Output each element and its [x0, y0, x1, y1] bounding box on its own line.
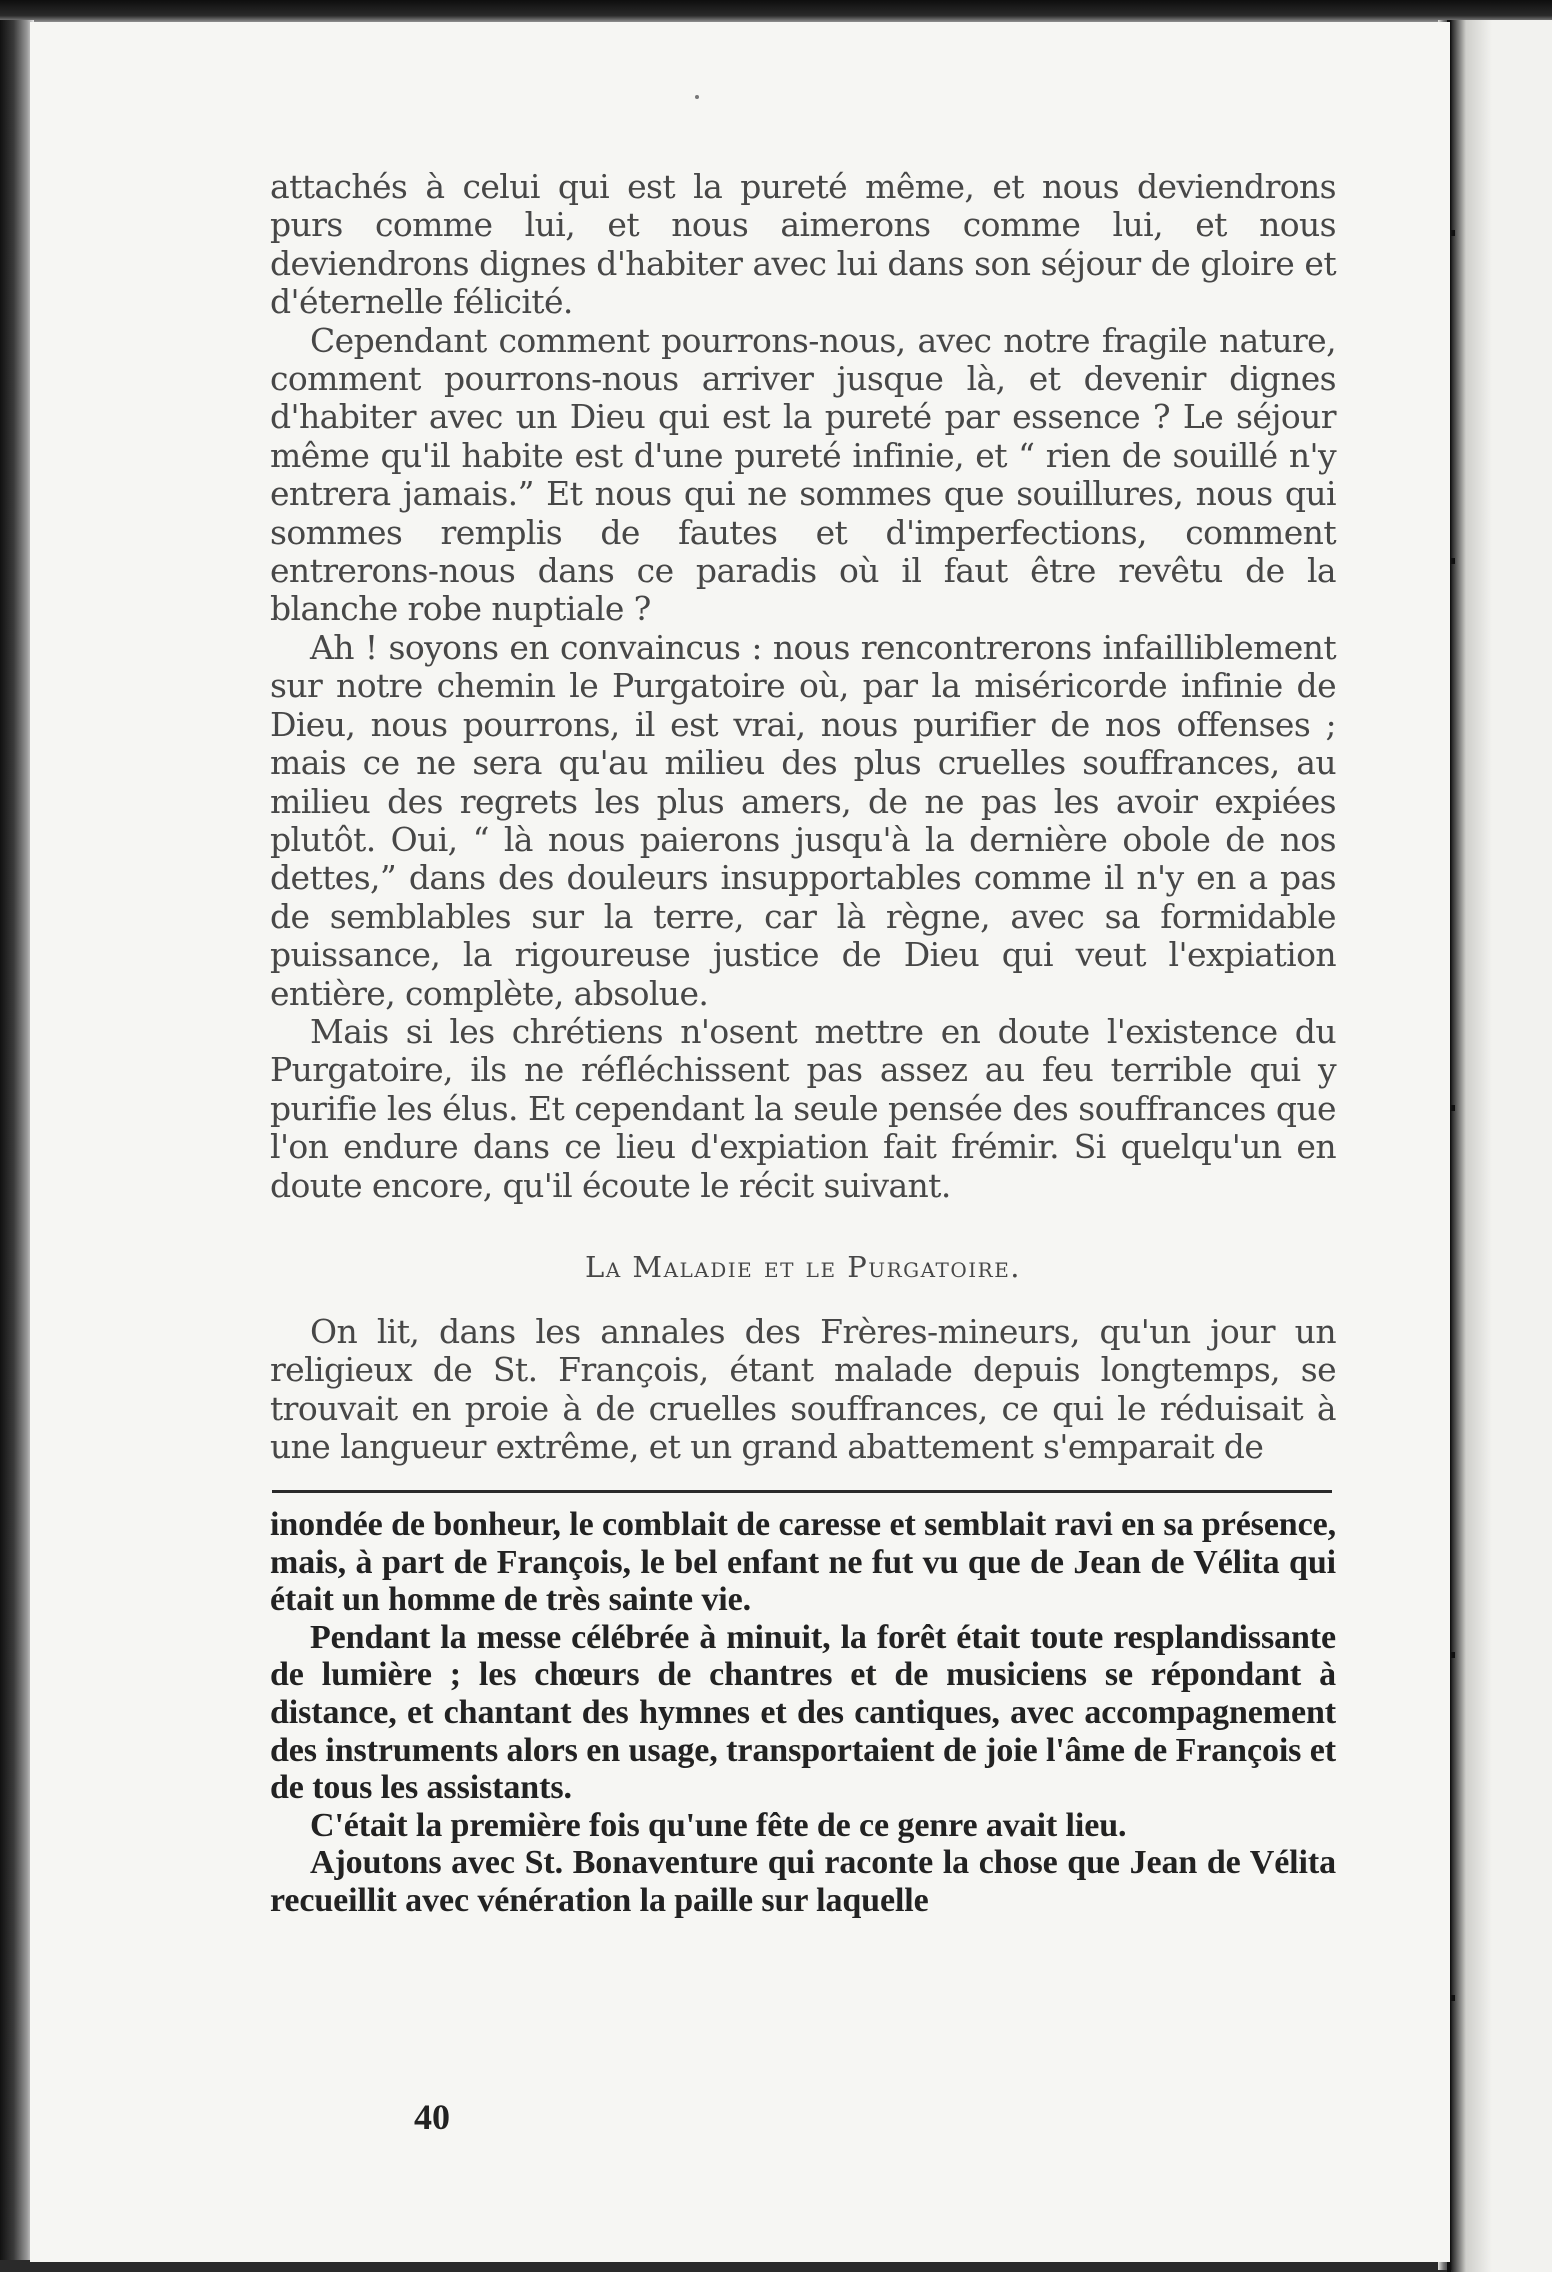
paragraph: Cependant comment pourrons-nous, avec notre fragile nature, comment pourrons-nous arriver jusque là, et devenir dignes d'habiter avec un Dieu qui est la pureté par essence ? Le séjour même qu'il habite est d'une pureté infinie, et “ rien de souillé n'y entrera jamais.” Et nous qui ne sommes que souillures, nous qui sommes remplis de fautes et d'imperfections, comment entrerons-nous dans ce paradis où il faut être revêtu de la blanche robe nuptiale ?: [270, 320, 1336, 629]
paragraph: attachés à celui qui est la pureté même, et nous deviendrons purs comme lui, et nous aimerons comme lui, et nous deviendrons dignes d'habiter avec lui dans son séjour de gloire et d'éternelle félicité.: [270, 167, 1336, 322]
paragraph: On lit, dans les annales des Frères-mineurs, qu'un jour un religieux de St. François, étant malade depuis longtemps, se trouvait en proie à de cruelles souffrances, ce qui le réduisait à une langueur extrême, et un grand abattement s'emparait de: [270, 1312, 1336, 1467]
paragraph: C'était la première fois qu'une fête de ce genre avait lieu.: [310, 1806, 1127, 1844]
left-book-edge: [0, 20, 34, 2260]
paragraph: Mais si les chrétiens n'osent mettre en doute l'existence du Purgatoire, ils ne réfléchissent pas assez au feu terrible qui y purifie les élus. Et cependant la seule pensée des souffrances que l'on endure dans ce lieu d'expiation fait frémir. Si quelqu'un en doute encore, qu'il écoute le récit suivant.: [270, 1011, 1336, 1205]
paragraph: Pendant la messe célébrée à minuit, la forêt était toute resplandissante de lumière ; les chœurs de chantres et de musiciens se répondant à distance, et chantant des hymnes et des cantiques, avec accompagnement des instruments alors en usage, transportaient de joie l'âme de François et de tous les assistants.: [270, 1618, 1336, 1807]
upper-text-block: [270, 168, 1336, 1205]
section-text-block: [270, 1313, 1336, 1467]
paragraph: Ajoutons avec St. Bonaventure qui raconte la chose que Jean de Vélita recueillit avec vénération la paille sur laquelle: [270, 1844, 1336, 1919]
page-number: 40: [414, 2097, 450, 2137]
facing-page-edge: [1452, 20, 1552, 2272]
horizontal-rule: [272, 1490, 1332, 1493]
paragraph: inondée de bonheur, le comblait de caresse et semblait ravi en sa présence, mais, à part de François, le bel enfant ne fut vu que de Jean de Vélita qui était un homme de très sainte vie.: [270, 1506, 1336, 1619]
paper-speck: [695, 95, 699, 99]
lower-text-block: [270, 1506, 1336, 1920]
paragraph: Ah ! soyons en convaincus : nous rencontrerons infailliblement sur notre chemin le Purgatoire où, par la miséricorde infinie de Dieu, nous pourrons, il est vrai, nous purifier de nos offenses ; mais ce ne sera qu'au milieu des plus cruelles souffrances, au milieu des regrets les plus amers, de ne pas les avoir expiées plutôt. Oui, “ là nous paierons jusqu'à la dernière obole de nos dettes,” dans des douleurs insupportables comme il n'y en a pas de semblables sur la terre, car là règne, avec sa formidable puissance, la rigoureuse justice de Dieu qui veut l'expiation entière, complète, absolue.: [270, 627, 1336, 1013]
section-heading: La Maladie et le Purgatoire.: [584, 1250, 1022, 1284]
